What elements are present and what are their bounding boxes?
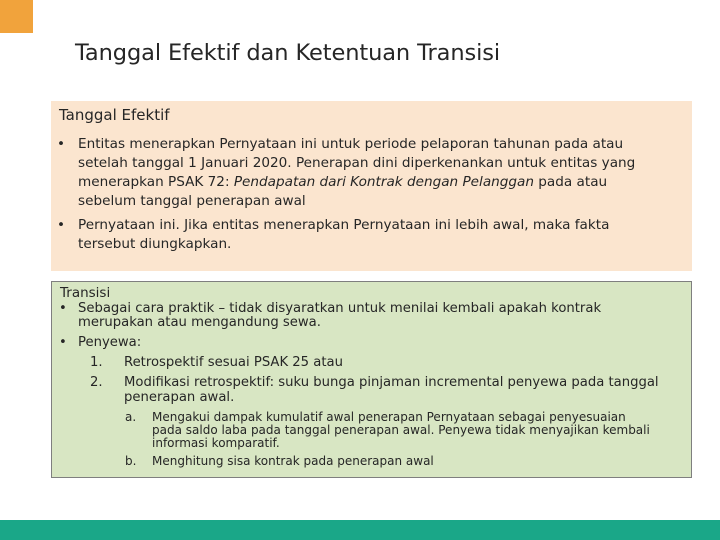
transition-bullet-2: Penyewa:: [78, 335, 142, 350]
effective-bullet-1-line-3: [78, 173, 607, 192]
transition-subitem-a-line-3: informasi komparatif.: [152, 436, 280, 450]
standard-name-italic: Pendapatan dari Kontrak dengan Pelanggan: [233, 174, 534, 190]
bullet-marker: •: [57, 217, 66, 233]
effective-bullet-1-line-1: Entitas menerapkan Pernyataan ini untuk periode pelaporan tahunan pada atau: [78, 136, 624, 152]
effective-date-heading: Tanggal Efektif: [59, 106, 170, 124]
footer-bar: [0, 520, 720, 540]
numbered-marker-1: 1.: [90, 355, 103, 370]
transition-box: [51, 281, 692, 478]
effective-bullet-1-text: menerapkan PSAK 72:: [78, 174, 234, 190]
transition-bullet-1-line-2: merupakan atau mengandung sewa.: [78, 315, 321, 330]
numbered-marker-2: 2.: [90, 375, 103, 390]
transition-subitem-b: Menghitung sisa kontrak pada penerapan awal: [152, 454, 434, 468]
effective-bullet-1-line-2: setelah tanggal 1 Januari 2020. Penerapan dini diperkenankan untuk entitas yang: [78, 155, 636, 171]
effective-bullet-1-text-end: pada atau: [533, 174, 608, 190]
effective-date-box: [51, 101, 692, 271]
slide-title: Tanggal Efektif dan Ketentuan Transisi: [75, 40, 501, 66]
transition-bullet-1-line-1: Sebagai cara praktik – tidak disyaratkan untuk menilai kembali apakah kontrak: [78, 301, 602, 316]
effective-bullet-2-line-1: Pernyataan ini. Jika entitas menerapkan Pernyataan ini lebih awal, maka fakta: [78, 217, 610, 233]
effective-bullet-2-line-2: tersebut diungkapkan.: [78, 236, 232, 252]
letter-marker-a: a.: [125, 410, 137, 424]
transition-subitem-a-line-2: pada saldo laba pada tanggal penerapan awal. Penyewa tidak menyajikan kembali: [152, 423, 650, 437]
accent-square: [0, 0, 33, 33]
letter-marker-b: b.: [125, 454, 137, 468]
transition-heading: Transisi: [60, 285, 111, 301]
bullet-marker: •: [59, 335, 67, 350]
transition-item-2-line-1: Modifikasi retrospektif: suku bunga pinjaman incremental penyewa pada tanggal: [124, 375, 659, 390]
transition-item-1: Retrospektif sesuai PSAK 25 atau: [124, 355, 343, 370]
bullet-marker: •: [59, 301, 67, 316]
effective-bullet-1-line-4: sebelum tanggal penerapan awal: [78, 193, 306, 209]
transition-item-2-line-2: penerapan awal.: [124, 390, 235, 405]
transition-subitem-a-line-1: Mengakui dampak kumulatif awal penerapan Pernyataan sebagai penyesuaian: [152, 410, 626, 424]
bullet-marker: •: [57, 136, 66, 152]
